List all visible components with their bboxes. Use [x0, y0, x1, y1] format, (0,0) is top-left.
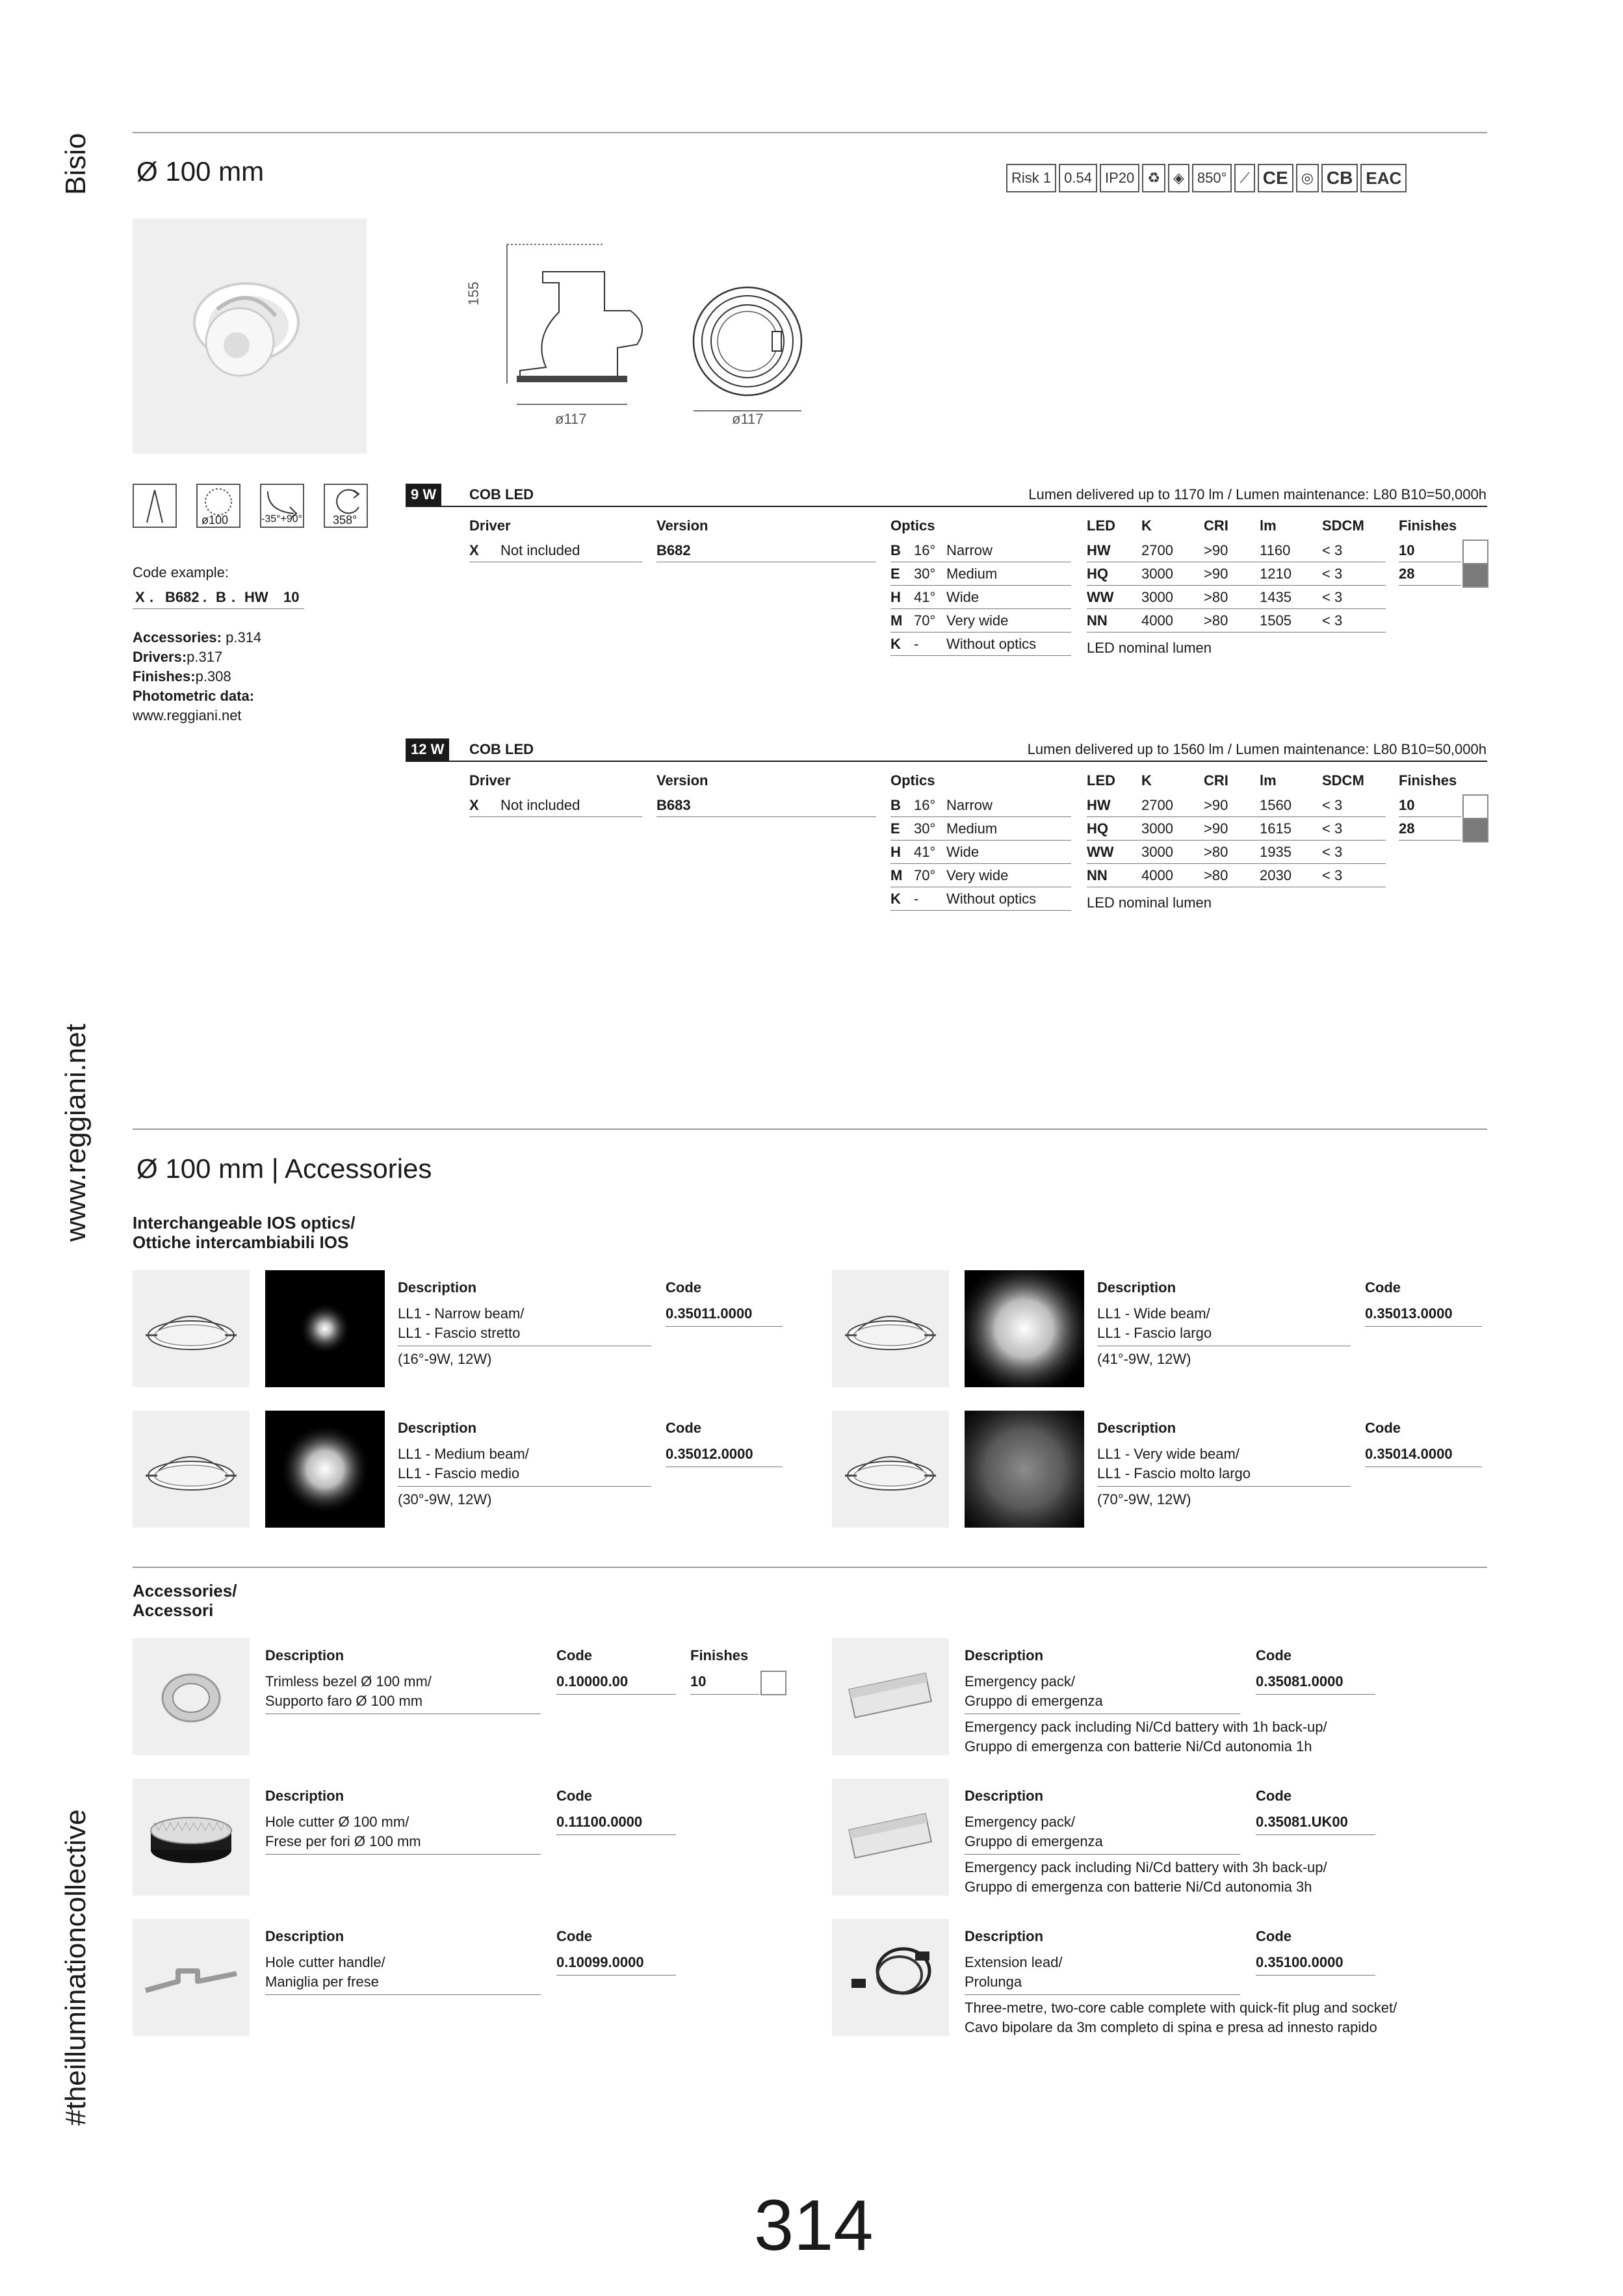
- accessory-code-underline: [556, 1975, 676, 1976]
- driver-code: X: [469, 797, 479, 813]
- led-cri: >80: [1204, 867, 1228, 883]
- power-factor-badge: 0.54: [1059, 164, 1097, 192]
- ref-accessories: Accessories: p.314: [133, 629, 262, 646]
- accessory-code: 0.35081.0000: [1256, 1673, 1344, 1689]
- ios-description-line2: LL1 - Fascio largo: [1097, 1325, 1212, 1341]
- accessory-description-header: Description: [965, 1788, 1044, 1804]
- accessory-image: [832, 1779, 949, 1896]
- ios-description-header: Description: [398, 1420, 477, 1436]
- accessory-extra-line2: Cavo bipolare da 3m completo di spina e presa ad innesto rapido: [965, 2019, 1377, 2035]
- finish-swatch: [1462, 818, 1488, 842]
- eac-mark: EAC: [1360, 164, 1407, 192]
- optics-underline: [890, 585, 1071, 586]
- led-sdcm: < 3: [1322, 542, 1343, 558]
- accessory-code-underline: [556, 1834, 676, 1835]
- finish-code: 28: [1399, 566, 1415, 582]
- accessory-code-header: Code: [1256, 1647, 1292, 1663]
- accessories-divider: [133, 1128, 1487, 1130]
- accessory-description-header: Description: [965, 1647, 1044, 1663]
- accessory-code-header: Code: [1256, 1788, 1292, 1804]
- led-cri: >80: [1204, 589, 1228, 605]
- finish-underline: [1399, 840, 1461, 841]
- header-driver: Driver: [469, 517, 511, 534]
- accessory-description-line2: Gruppo di emergenza: [965, 1833, 1103, 1849]
- led-lm: 1160: [1260, 542, 1291, 558]
- accessory-image: [133, 1638, 250, 1755]
- accessory-code-header: Code: [1256, 1928, 1292, 1944]
- certification-strip: [1006, 164, 1407, 192]
- led-cri: >90: [1204, 566, 1228, 582]
- code-part-optics: B: [216, 589, 226, 605]
- led-row-underline: [1087, 608, 1386, 609]
- led-cri: >90: [1204, 820, 1228, 837]
- driver-label: Not included: [500, 797, 580, 813]
- tilt-angle-icon: [260, 484, 304, 528]
- beam-shape-icon: [133, 484, 177, 528]
- header-k: K: [1141, 517, 1152, 534]
- led-led: WW: [1087, 589, 1114, 605]
- page-title: Ø 100 mm: [136, 156, 265, 187]
- code-sep: .: [203, 589, 207, 605]
- accessory-code-underline: [1256, 1975, 1375, 1976]
- led-sdcm: < 3: [1322, 867, 1343, 883]
- optics-name: Without optics: [946, 636, 1037, 652]
- optics-name: Medium: [946, 820, 998, 837]
- accessory-extra-line2: Gruppo di emergenza con batterie Ni/Cd autonomia 3h: [965, 1879, 1312, 1895]
- optics-angle: 70°: [914, 612, 936, 629]
- led-row-underline: [1087, 816, 1386, 817]
- optics-underline: [890, 910, 1071, 911]
- ios-description-header: Description: [398, 1279, 477, 1296]
- cutout-diameter-label: ø100: [201, 514, 229, 527]
- led-k: 2700: [1141, 542, 1173, 558]
- optics-code: M: [890, 612, 903, 629]
- led-k: 3000: [1141, 844, 1173, 860]
- led-led: HW: [1087, 797, 1111, 813]
- header-sdcm: SDCM: [1322, 517, 1364, 534]
- led-lm: 1560: [1260, 797, 1292, 813]
- header-optics: Optics: [890, 772, 935, 789]
- beam-pattern-image: [965, 1411, 1084, 1528]
- ios-code-header: Code: [666, 1420, 701, 1436]
- rotation-icon: [324, 484, 368, 528]
- finish-swatch: [1462, 540, 1488, 564]
- ios-note: (16°-9W, 12W): [398, 1351, 492, 1367]
- accessories-list-title: Accessories/ Accessori: [133, 1581, 237, 1620]
- ios-optic-image: [133, 1411, 250, 1528]
- optics-name: Narrow: [946, 542, 993, 558]
- ip-rating-badge: IP20: [1100, 164, 1139, 192]
- led-cri: >80: [1204, 612, 1228, 629]
- optics-code: H: [890, 844, 901, 860]
- accessory-description-underline: [265, 1854, 541, 1855]
- ios-code-header: Code: [1365, 1279, 1401, 1296]
- ref-drivers: Drivers:p.317: [133, 649, 223, 665]
- ios-description-line2: LL1 - Fascio stretto: [398, 1325, 521, 1341]
- accessory-finish-underline: [690, 1694, 759, 1695]
- ios-note: (70°-9W, 12W): [1097, 1491, 1191, 1507]
- led-lm: 2030: [1260, 867, 1292, 883]
- ios-code-underline: [1365, 1326, 1482, 1327]
- ios-code: 0.35014.0000: [1365, 1446, 1453, 1462]
- optics-underline: [890, 863, 1071, 864]
- led-cri: >80: [1204, 844, 1228, 860]
- side-website: www.reggiani.net: [60, 1023, 92, 1242]
- optics-underline: [890, 816, 1071, 817]
- accessory-description-header: Description: [965, 1928, 1044, 1944]
- accessory-extra-line1: Emergency pack including Ni/Cd battery with 3h back-up/: [965, 1859, 1327, 1875]
- glow-wire-badge: 850°: [1192, 164, 1232, 192]
- optics-underline: [890, 655, 1071, 656]
- led-row-underline: [1087, 632, 1386, 633]
- table-top-rule: [406, 761, 1487, 762]
- led-k: 4000: [1141, 612, 1173, 629]
- led-led: HW: [1087, 542, 1111, 558]
- top-diameter-label: ø117: [732, 411, 764, 427]
- ios-description-line1: LL1 - Narrow beam/: [398, 1305, 525, 1322]
- led-sdcm: < 3: [1322, 844, 1343, 860]
- optics-angle: -: [914, 636, 919, 652]
- accessory-description-header: Description: [265, 1928, 344, 1944]
- side-diameter-label: ø117: [555, 411, 587, 427]
- accessory-image: [832, 1638, 949, 1755]
- optics-name: Wide: [946, 589, 980, 605]
- risk-badge: Risk 1: [1006, 164, 1056, 192]
- ios-title: Interchangeable IOS optics/ Ottiche intercambiabili IOS: [133, 1213, 356, 1252]
- accessory-description-line1: Emergency pack/: [965, 1673, 1075, 1689]
- accessory-extra-line1: Three-metre, two-core cable complete with quick-fit plug and socket/: [965, 2000, 1397, 2016]
- finish-swatch: [1462, 563, 1488, 588]
- ref-photometric-label: Photometric data:: [133, 688, 255, 704]
- optics-code: K: [890, 636, 901, 652]
- header-k: K: [1141, 772, 1152, 789]
- beam-pattern-image: [965, 1270, 1084, 1387]
- driver-underline: [469, 816, 642, 817]
- header-cri: CRI: [1204, 772, 1228, 789]
- accessory-code: 0.10099.0000: [556, 1954, 644, 1970]
- header-optics: Optics: [890, 517, 935, 534]
- accessory-description-underline: [265, 1994, 541, 1995]
- ios-code: 0.35013.0000: [1365, 1305, 1453, 1322]
- led-k: 3000: [1141, 589, 1173, 605]
- led-sdcm: < 3: [1322, 820, 1343, 837]
- finish-swatch: [1462, 794, 1488, 819]
- accessory-description-line1: Emergency pack/: [965, 1814, 1075, 1830]
- code-part-finish: 10: [283, 589, 300, 605]
- accessories-list-divider: [133, 1567, 1487, 1568]
- driver-label: Not included: [500, 542, 580, 558]
- ios-note: (30°-9W, 12W): [398, 1491, 492, 1507]
- accessory-description-line2: Maniglia per frese: [265, 1974, 379, 1990]
- optics-underline: [890, 840, 1071, 841]
- ios-code: 0.35012.0000: [666, 1446, 753, 1462]
- led-lm: 1935: [1260, 844, 1292, 860]
- accessory-image: [133, 1919, 250, 2036]
- accessory-description-line2: Gruppo di emergenza: [965, 1693, 1103, 1709]
- ios-description-underline: [1097, 1486, 1351, 1487]
- side-view-drawing: [455, 234, 663, 429]
- code-part-driver: X: [135, 589, 145, 605]
- optics-underline: [890, 608, 1071, 609]
- header-led: LED: [1087, 772, 1115, 789]
- accessory-extra-line2: Gruppo di emergenza con batterie Ni/Cd autonomia 1h: [965, 1738, 1312, 1755]
- finish-underline: [1399, 585, 1461, 586]
- cb-mark: CB: [1321, 164, 1358, 192]
- beam-pattern-image: [265, 1411, 385, 1528]
- optics-angle: 70°: [914, 867, 936, 883]
- code-example-underline: [133, 608, 304, 609]
- optics-name: Very wide: [946, 867, 1009, 883]
- ios-code-header: Code: [1365, 1420, 1401, 1436]
- optics-code: K: [890, 891, 901, 907]
- optics-code: E: [890, 820, 900, 837]
- led-lm: 1210: [1260, 566, 1292, 582]
- header-finishes: Finishes: [1399, 517, 1457, 534]
- optics-code: H: [890, 589, 901, 605]
- accessory-finish-code: 10: [690, 1673, 707, 1689]
- led-sdcm: < 3: [1322, 566, 1343, 582]
- accessory-description-underline: [965, 1994, 1240, 1995]
- accessory-description-line2: Frese per fori Ø 100 mm: [265, 1833, 421, 1849]
- led-led: WW: [1087, 844, 1114, 860]
- led-cri: >90: [1204, 797, 1228, 813]
- ios-description-line2: LL1 - Fascio medio: [398, 1465, 520, 1481]
- led-note: LED nominal lumen: [1087, 640, 1212, 656]
- led-sdcm: < 3: [1322, 612, 1343, 629]
- led-cri: >90: [1204, 542, 1228, 558]
- lumen-info: Lumen delivered up to 1170 lm / Lumen maintenance: L80 B10=50,000h: [1028, 486, 1487, 502]
- ios-description-line1: LL1 - Medium beam/: [398, 1446, 529, 1462]
- ios-optic-image: [832, 1270, 949, 1387]
- optics-angle: 41°: [914, 844, 936, 860]
- finish-code: 28: [1399, 820, 1415, 837]
- accessory-code-underline: [1256, 1834, 1375, 1835]
- height-dimension: 155: [465, 281, 482, 306]
- header-version: Version: [656, 517, 708, 534]
- finish-code: 10: [1399, 542, 1415, 558]
- led-note: LED nominal lumen: [1087, 894, 1212, 911]
- accessory-description-header: Description: [265, 1647, 344, 1663]
- recycle-icon: ♻: [1142, 164, 1165, 192]
- table-top-rule: [406, 506, 1487, 507]
- header-version: Version: [656, 772, 708, 789]
- product-photo: [133, 218, 367, 454]
- led-lm: 1435: [1260, 589, 1292, 605]
- led-row-underline: [1087, 585, 1386, 586]
- optics-code: M: [890, 867, 903, 883]
- optics-underline: [890, 632, 1071, 633]
- optics-name: Narrow: [946, 797, 993, 813]
- accessory-code-underline: [556, 1694, 676, 1695]
- no-insulation-icon: ⟋: [1234, 164, 1254, 192]
- ios-note: (41°-9W, 12W): [1097, 1351, 1191, 1367]
- led-row-underline: [1087, 863, 1386, 864]
- accessory-description-line1: Extension lead/: [965, 1954, 1063, 1970]
- accessory-finish-swatch: [760, 1671, 786, 1695]
- led-led: NN: [1087, 612, 1108, 629]
- led-lm: 1505: [1260, 612, 1292, 629]
- led-type: COB LED: [469, 741, 534, 757]
- code-example-label: Code example:: [133, 564, 229, 581]
- version-code: B683: [656, 797, 691, 813]
- optics-angle: 16°: [914, 542, 936, 558]
- optics-code: E: [890, 566, 900, 582]
- cutout-diameter-icon: [196, 484, 240, 528]
- ios-code-underline: [666, 1326, 783, 1327]
- accessory-code: 0.35081.UK00: [1256, 1814, 1348, 1830]
- beam-pattern-image: [265, 1270, 385, 1387]
- header-finishes: Finishes: [1399, 772, 1457, 789]
- code-sep: .: [149, 589, 154, 605]
- accessory-code-underline: [1256, 1694, 1375, 1695]
- side-hashtag: #theilluminationcollective: [60, 1809, 92, 2126]
- top-divider: [133, 132, 1487, 133]
- optics-angle: -: [914, 891, 919, 907]
- header-led: LED: [1087, 517, 1115, 534]
- optics-angle: 41°: [914, 589, 936, 605]
- side-product-name: Bisio: [60, 133, 92, 195]
- ref-finishes: Finishes:p.308: [133, 668, 231, 685]
- accessory-code-header: Code: [556, 1928, 592, 1944]
- optics-angle: 30°: [914, 820, 936, 837]
- spotlight-image: [133, 218, 367, 454]
- led-k: 3000: [1141, 820, 1173, 837]
- led-lm: 1615: [1260, 820, 1292, 837]
- header-driver: Driver: [469, 772, 511, 789]
- tilt-angle-label: -35°+90°: [261, 514, 303, 525]
- accessory-code-header: Code: [556, 1647, 592, 1663]
- led-row-underline: [1087, 840, 1386, 841]
- accessory-description-header: Description: [265, 1788, 344, 1804]
- code-sep: .: [231, 589, 236, 605]
- led-k: 2700: [1141, 797, 1173, 813]
- ref-photometric-link[interactable]: www.reggiani.net: [133, 707, 242, 724]
- header-lm: lm: [1260, 772, 1277, 789]
- power-badge: 12 W: [406, 738, 449, 761]
- code-part-led: HW: [244, 589, 268, 605]
- accessory-extra-line1: Emergency pack including Ni/Cd battery with 1h back-up/: [965, 1719, 1327, 1735]
- ios-description-line2: LL1 - Fascio molto largo: [1097, 1465, 1251, 1481]
- led-sdcm: < 3: [1322, 797, 1343, 813]
- header-cri: CRI: [1204, 517, 1228, 534]
- led-led: HQ: [1087, 820, 1108, 837]
- led-type: COB LED: [469, 486, 534, 502]
- optics-code: B: [890, 542, 901, 558]
- optics-code: B: [890, 797, 901, 813]
- ios-code-header: Code: [666, 1279, 701, 1296]
- optics-angle: 16°: [914, 797, 936, 813]
- finish-code: 10: [1399, 797, 1415, 813]
- led-k: 3000: [1141, 566, 1173, 582]
- optics-name: Medium: [946, 566, 998, 582]
- ios-optic-image: [133, 1270, 250, 1387]
- version-code: B682: [656, 542, 691, 558]
- led-led: NN: [1087, 867, 1108, 883]
- ios-description-underline: [398, 1486, 651, 1487]
- ios-optic-image: [832, 1411, 949, 1528]
- accessory-description-line1: Trimless bezel Ø 100 mm/: [265, 1673, 432, 1689]
- power-badge: 9 W: [406, 484, 441, 506]
- accessory-description-line1: Hole cutter handle/: [265, 1954, 385, 1970]
- accessory-code: 0.11100.0000: [556, 1814, 643, 1830]
- accessory-description-line2: Supporto faro Ø 100 mm: [265, 1693, 423, 1709]
- accessory-code: 0.35100.0000: [1256, 1954, 1344, 1970]
- ios-description-line1: LL1 - Very wide beam/: [1097, 1446, 1240, 1462]
- lumen-info: Lumen delivered up to 1560 lm / Lumen maintenance: L80 B10=50,000h: [1027, 741, 1487, 757]
- optics-name: Very wide: [946, 612, 1009, 629]
- led-sdcm: < 3: [1322, 589, 1343, 605]
- ios-description-header: Description: [1097, 1279, 1176, 1296]
- ios-code: 0.35011.0000: [666, 1305, 753, 1322]
- class-iii-icon: ◈: [1168, 164, 1189, 192]
- accessory-description-line2: Prolunga: [965, 1974, 1022, 1990]
- led-k: 4000: [1141, 867, 1173, 883]
- accessory-code-header: Code: [556, 1788, 592, 1804]
- finish-underline: [1399, 816, 1461, 817]
- accessory-description-underline: [965, 1854, 1240, 1855]
- version-underline: [656, 816, 876, 817]
- optics-name: Without optics: [946, 891, 1037, 907]
- header-lm: lm: [1260, 517, 1277, 534]
- accessory-image: [133, 1779, 250, 1896]
- accessory-description-line1: Hole cutter Ø 100 mm/: [265, 1814, 409, 1830]
- ce-mark: CE: [1258, 164, 1293, 192]
- top-view-drawing: [689, 267, 806, 423]
- optics-name: Wide: [946, 844, 980, 860]
- code-part-version: B682: [165, 589, 200, 605]
- ios-description-header: Description: [1097, 1420, 1176, 1436]
- ios-description-line1: LL1 - Wide beam/: [1097, 1305, 1210, 1322]
- accessory-code: 0.10000.00: [556, 1673, 629, 1689]
- double-insulation-icon: ◎: [1296, 164, 1319, 192]
- optics-angle: 30°: [914, 566, 936, 582]
- driver-code: X: [469, 542, 479, 558]
- accessories-title: Ø 100 mm | Accessories: [136, 1153, 432, 1184]
- led-led: HQ: [1087, 566, 1108, 582]
- accessory-finishes-header: Finishes: [690, 1647, 749, 1663]
- header-sdcm: SDCM: [1322, 772, 1364, 789]
- rotation-label: 358°: [333, 514, 357, 527]
- accessory-image: [832, 1919, 949, 2036]
- page-number: 314: [754, 2185, 874, 2265]
